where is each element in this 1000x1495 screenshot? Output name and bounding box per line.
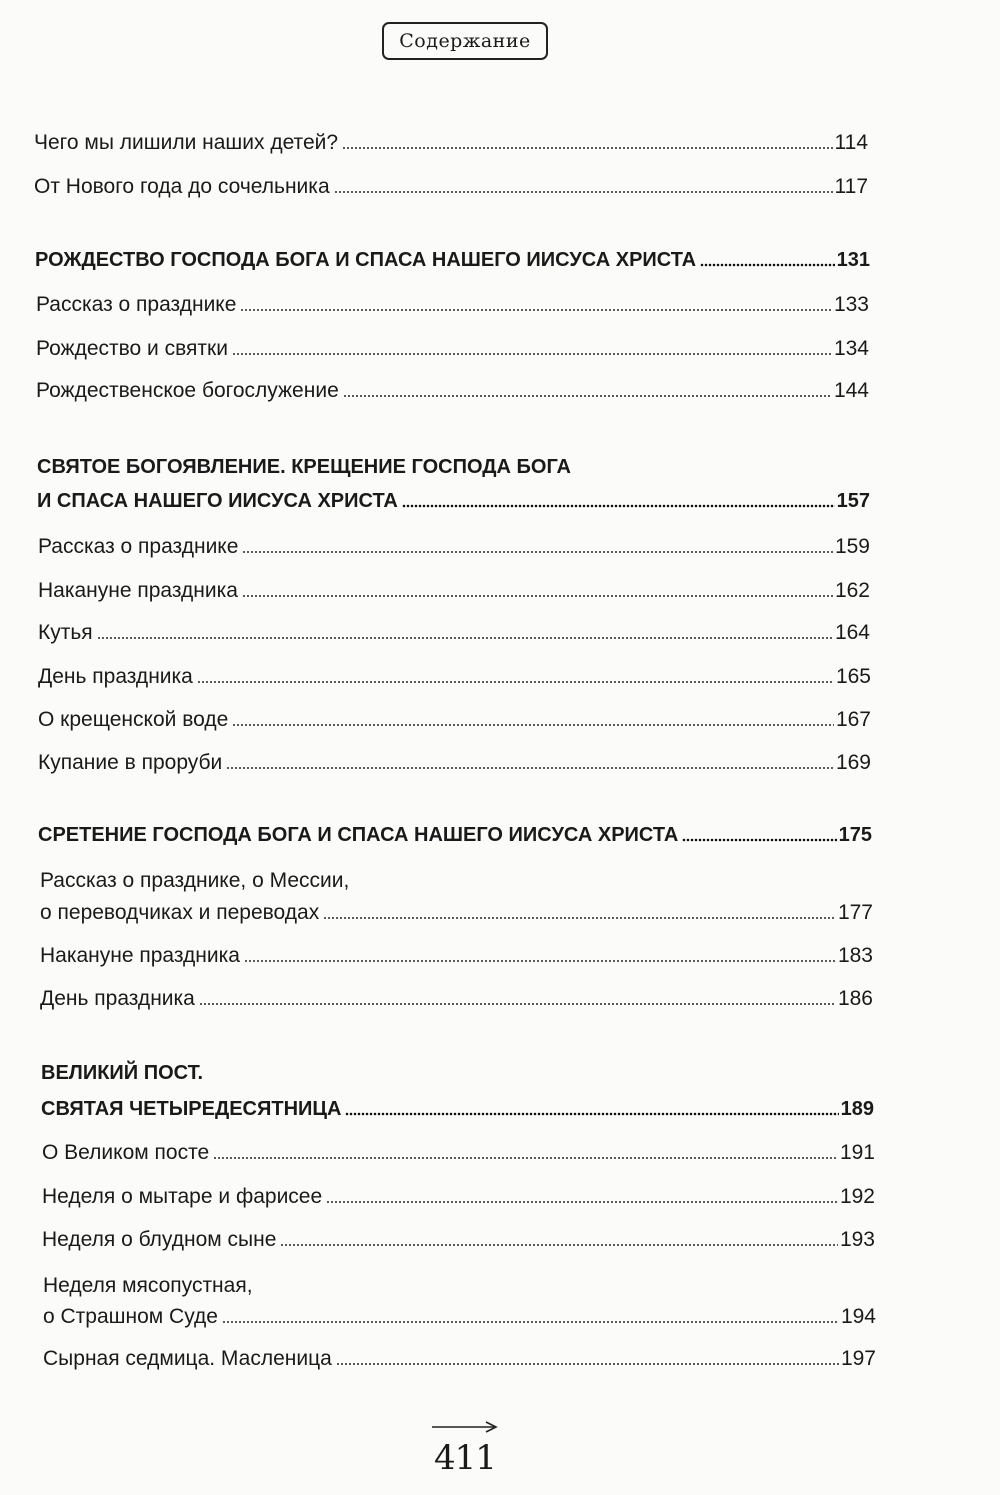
toc-entry-title: Накануне праздника [40,944,240,967]
toc-section-page: 157 [836,490,870,512]
toc-entry-title: Неделя о мытаре и фарисее [42,1185,323,1208]
toc-entry-title: О крещенской воде [38,708,229,731]
toc-entry-title: Сырная седмица. Масленица [43,1347,332,1370]
dot-leader [345,1111,838,1117]
toc-section-page: 189 [840,1098,874,1120]
toc-entry-page: 193 [839,1228,875,1251]
dot-leader [326,1199,838,1205]
toc-section-title-line1: СВЯТОЕ БОГОЯВЛЕНИЕ. КРЕЩЕНИЕ ГОСПОДА БОГА [37,456,571,478]
toc-entry-page: 159 [834,535,870,558]
dot-leader [97,635,833,641]
toc-entry-title: Рассказ о празднике [38,535,239,558]
toc-entry[interactable] [36,292,869,318]
toc-entry-title: о переводчиках и переводах [40,901,320,924]
toc-entry[interactable] [38,664,871,690]
toc-section-title: СВЯТАЯ ЧЕТЫРЕДЕСЯТНИЦА [41,1098,342,1120]
toc-entry[interactable] [36,378,869,404]
toc-entry-page: 191 [839,1141,875,1164]
dot-leader [336,1361,839,1367]
toc-entry[interactable] [38,578,870,604]
toc-entry-page: 186 [837,987,873,1010]
dot-leader [226,765,834,771]
toc-entry-title: Чего мы лишили наших детей? [34,131,339,154]
dot-leader [334,189,833,195]
toc-entry[interactable] [40,986,873,1012]
toc-entry-page: 162 [834,579,870,602]
dot-leader [240,307,832,313]
toc-entry[interactable] [38,620,870,646]
toc-entry-title: День праздника [40,987,195,1010]
toc-entry-page: 197 [840,1347,876,1370]
toc-entry-title: О Великом посте [42,1141,210,1164]
toc-entry-page: 164 [834,621,870,644]
dot-leader [199,1001,836,1007]
toc-entry[interactable] [38,750,871,776]
page-number: 411 [434,1438,496,1478]
dot-leader [343,393,832,399]
toc-section-page: 131 [836,249,870,271]
dot-leader [213,1155,838,1161]
dot-leader [280,1242,838,1248]
toc-entry[interactable] [43,1304,876,1330]
dot-leader [682,837,836,843]
toc-entry-title: Рассказ о празднике [36,293,237,316]
toc-entry-title-line1: Рассказ о празднике, о Мессии, [40,869,350,892]
toc-entry-title: От Нового года до сочельника [34,175,330,198]
dot-leader [197,679,834,685]
toc-entry[interactable] [42,1184,875,1210]
toc-entry-page: 177 [837,901,873,924]
toc-entry[interactable] [34,174,868,200]
toc-entry-title: Рождество и святки [36,337,228,360]
dot-leader [232,722,834,728]
toc-entry[interactable] [38,707,871,733]
toc-entry[interactable] [43,1346,876,1372]
dot-leader [242,549,833,555]
toc-entry[interactable] [40,900,873,926]
toc-section-page: 175 [838,824,872,846]
toc-entry-title-line1: Неделя мясопустная, [43,1274,253,1297]
toc-entry-title: Накануне праздника [38,579,238,602]
toc-entry[interactable] [42,1227,875,1253]
toc-section[interactable] [41,1096,874,1122]
toc-entry-title: Неделя о блудном сыне [42,1228,277,1251]
toc-entry-page: 117 [834,175,868,198]
toc-entry-title: Кутья [38,621,93,644]
toc-entry[interactable] [40,943,873,969]
toc-entry-page: 183 [837,944,873,967]
toc-entry-page: 144 [833,379,869,402]
toc-entry-title: Рождественское богослужение [36,379,339,402]
section-header-tab: Содержание [382,22,548,60]
toc-section-title-line1: ВЕЛИКИЙ ПОСТ. [41,1062,204,1084]
toc-entry-page: 192 [839,1185,875,1208]
toc-entry-page: 194 [840,1305,876,1328]
toc-entry[interactable] [38,534,870,560]
toc-entry-title: о Страшном Суде [43,1305,218,1328]
dot-leader [342,145,832,151]
dot-leader [323,915,836,921]
dot-leader [222,1319,839,1325]
arrow-right-icon [430,1420,500,1434]
toc-entry-title: День праздника [38,665,193,688]
toc-entry-page: 134 [833,337,869,360]
toc-entry-page: 167 [835,708,871,731]
toc-section-title: РОЖДЕСТВО ГОСПОДА БОГА И СПАСА НАШЕГО ИИСУСА ХРИСТА [35,249,697,271]
dot-leader [242,593,833,599]
toc-entry[interactable] [34,130,868,156]
toc-section-title: И СПАСА НАШЕГО ИИСУСА ХРИСТА [37,490,398,512]
toc-entry-page: 114 [834,131,868,154]
toc-section[interactable] [35,247,870,273]
dot-leader [244,958,836,964]
toc-section-title: СРЕТЕНИЕ ГОСПОДА БОГА И СПАСА НАШЕГО ИИСУСА ХРИСТА [38,824,679,846]
dot-leader [402,503,835,509]
toc-entry-page: 165 [835,665,871,688]
dot-leader [232,351,832,357]
toc-entry-page: 133 [833,293,869,316]
toc-entry[interactable] [42,1140,875,1166]
toc-entry-title: Купание в проруби [38,751,223,774]
toc-entry[interactable] [36,336,869,362]
toc-section[interactable] [37,488,870,514]
toc-entry-page: 169 [835,751,871,774]
dot-leader [700,262,835,268]
toc-section[interactable] [38,822,872,848]
